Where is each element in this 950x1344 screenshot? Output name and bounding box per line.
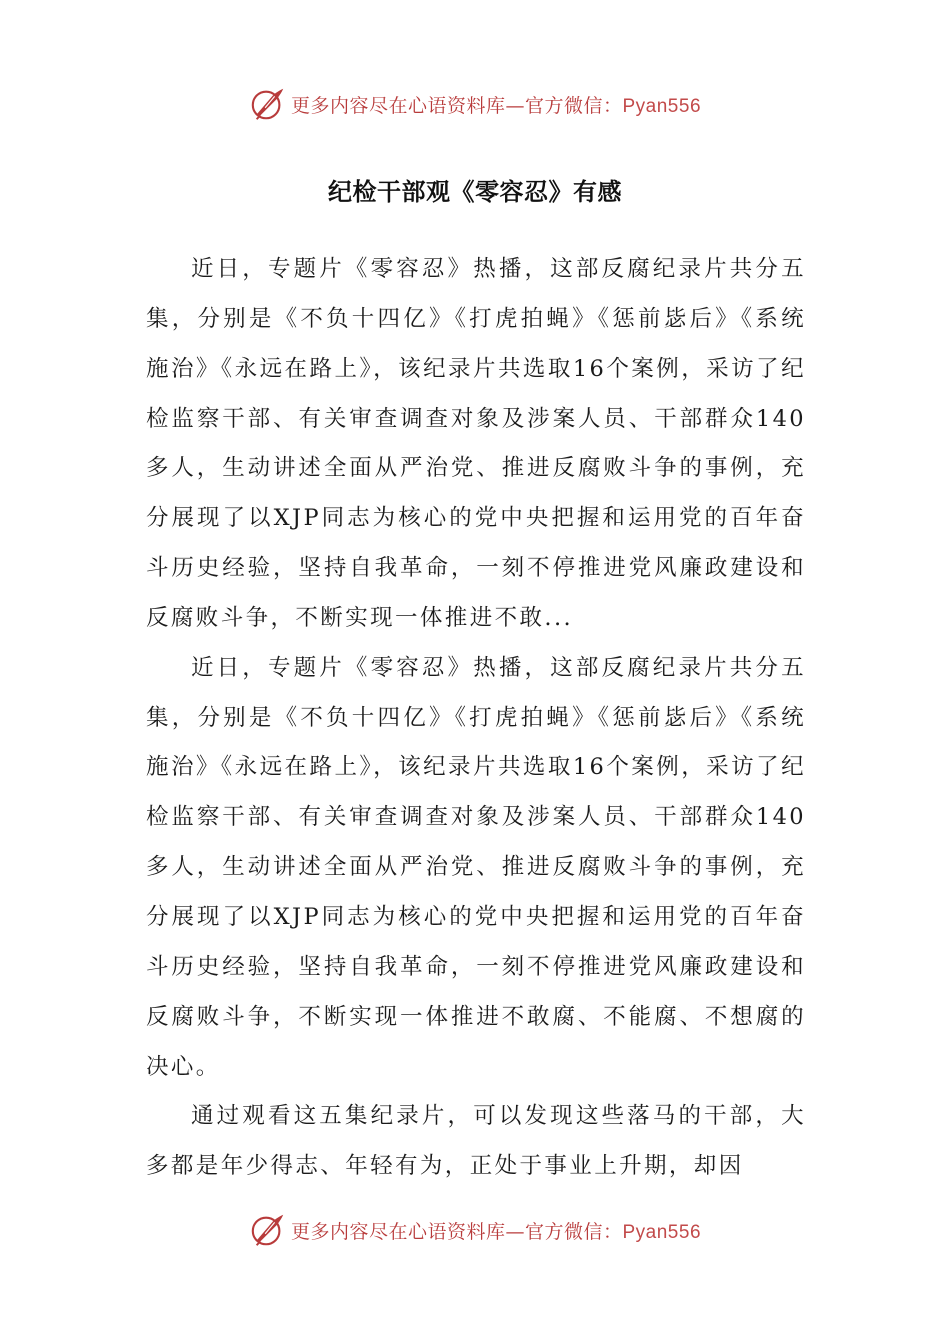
paragraph: 通过观看这五集纪录片，可以发现这些落马的干部，大多都是年少得志、年轻有为，正处于事业上升期，却因 bbox=[146, 1103, 806, 1180]
header-watermark bbox=[0, 82, 950, 126]
watermark-text: 更多内容尽在心语资料库—官方微信： bbox=[290, 1220, 623, 1243]
paragraph: 近日，专题片《零容忍》热播，这部反腐纪录片共分五集，分别是《不负十四亿》《打虎拍蝇》《惩前毖后》《系统施治》《永远在路上》，该纪录片共选取16个案例，采访了纪检监察干部、有关审查调查对象及涉案人员、干部群众140多人，生动讲述全面从严治党、推进反腐败斗争的事例，充分展现了以XJP同志为核心的党中央把握和运用党的百年奋斗历史经验，坚持自我革命，一刻不停推进党风廉政建设和反腐败斗争，不断实现一体推进不敢... bbox=[146, 256, 806, 631]
watermark-wechat-id: Pyan556 bbox=[622, 95, 702, 117]
document-body bbox=[146, 245, 806, 1192]
document-title: 纪检干部观《零容忍》有感 bbox=[328, 178, 622, 206]
paragraph: 近日，专题片《零容忍》热播，这部反腐纪录片共分五集，分别是《不负十四亿》《打虎拍蝇》《惩前毖后》《系统施治》《永远在路上》，该纪录片共选取16个案例，采访了纪检监察干部、有关审查调查对象及涉案人员、干部群众140多人，生动讲述全面从严治党、推进反腐败斗争的事例，充分展现了以XJP同志为核心的党中央把握和运用党的百年奋斗历史经验，坚持自我革命，一刻不停推进党风廉政建设和反腐败斗争，不断实现一体推进不敢腐、不能腐、不想腐的决心。 bbox=[146, 654, 806, 1080]
watermark-wechat-id: Pyan556 bbox=[622, 1221, 702, 1243]
footer-watermark bbox=[0, 1208, 950, 1252]
watermark-text: 更多内容尽在心语资料库—官方微信： bbox=[290, 94, 623, 117]
quill-pen-circle-icon bbox=[249, 1211, 287, 1249]
quill-pen-circle-icon bbox=[249, 85, 287, 123]
